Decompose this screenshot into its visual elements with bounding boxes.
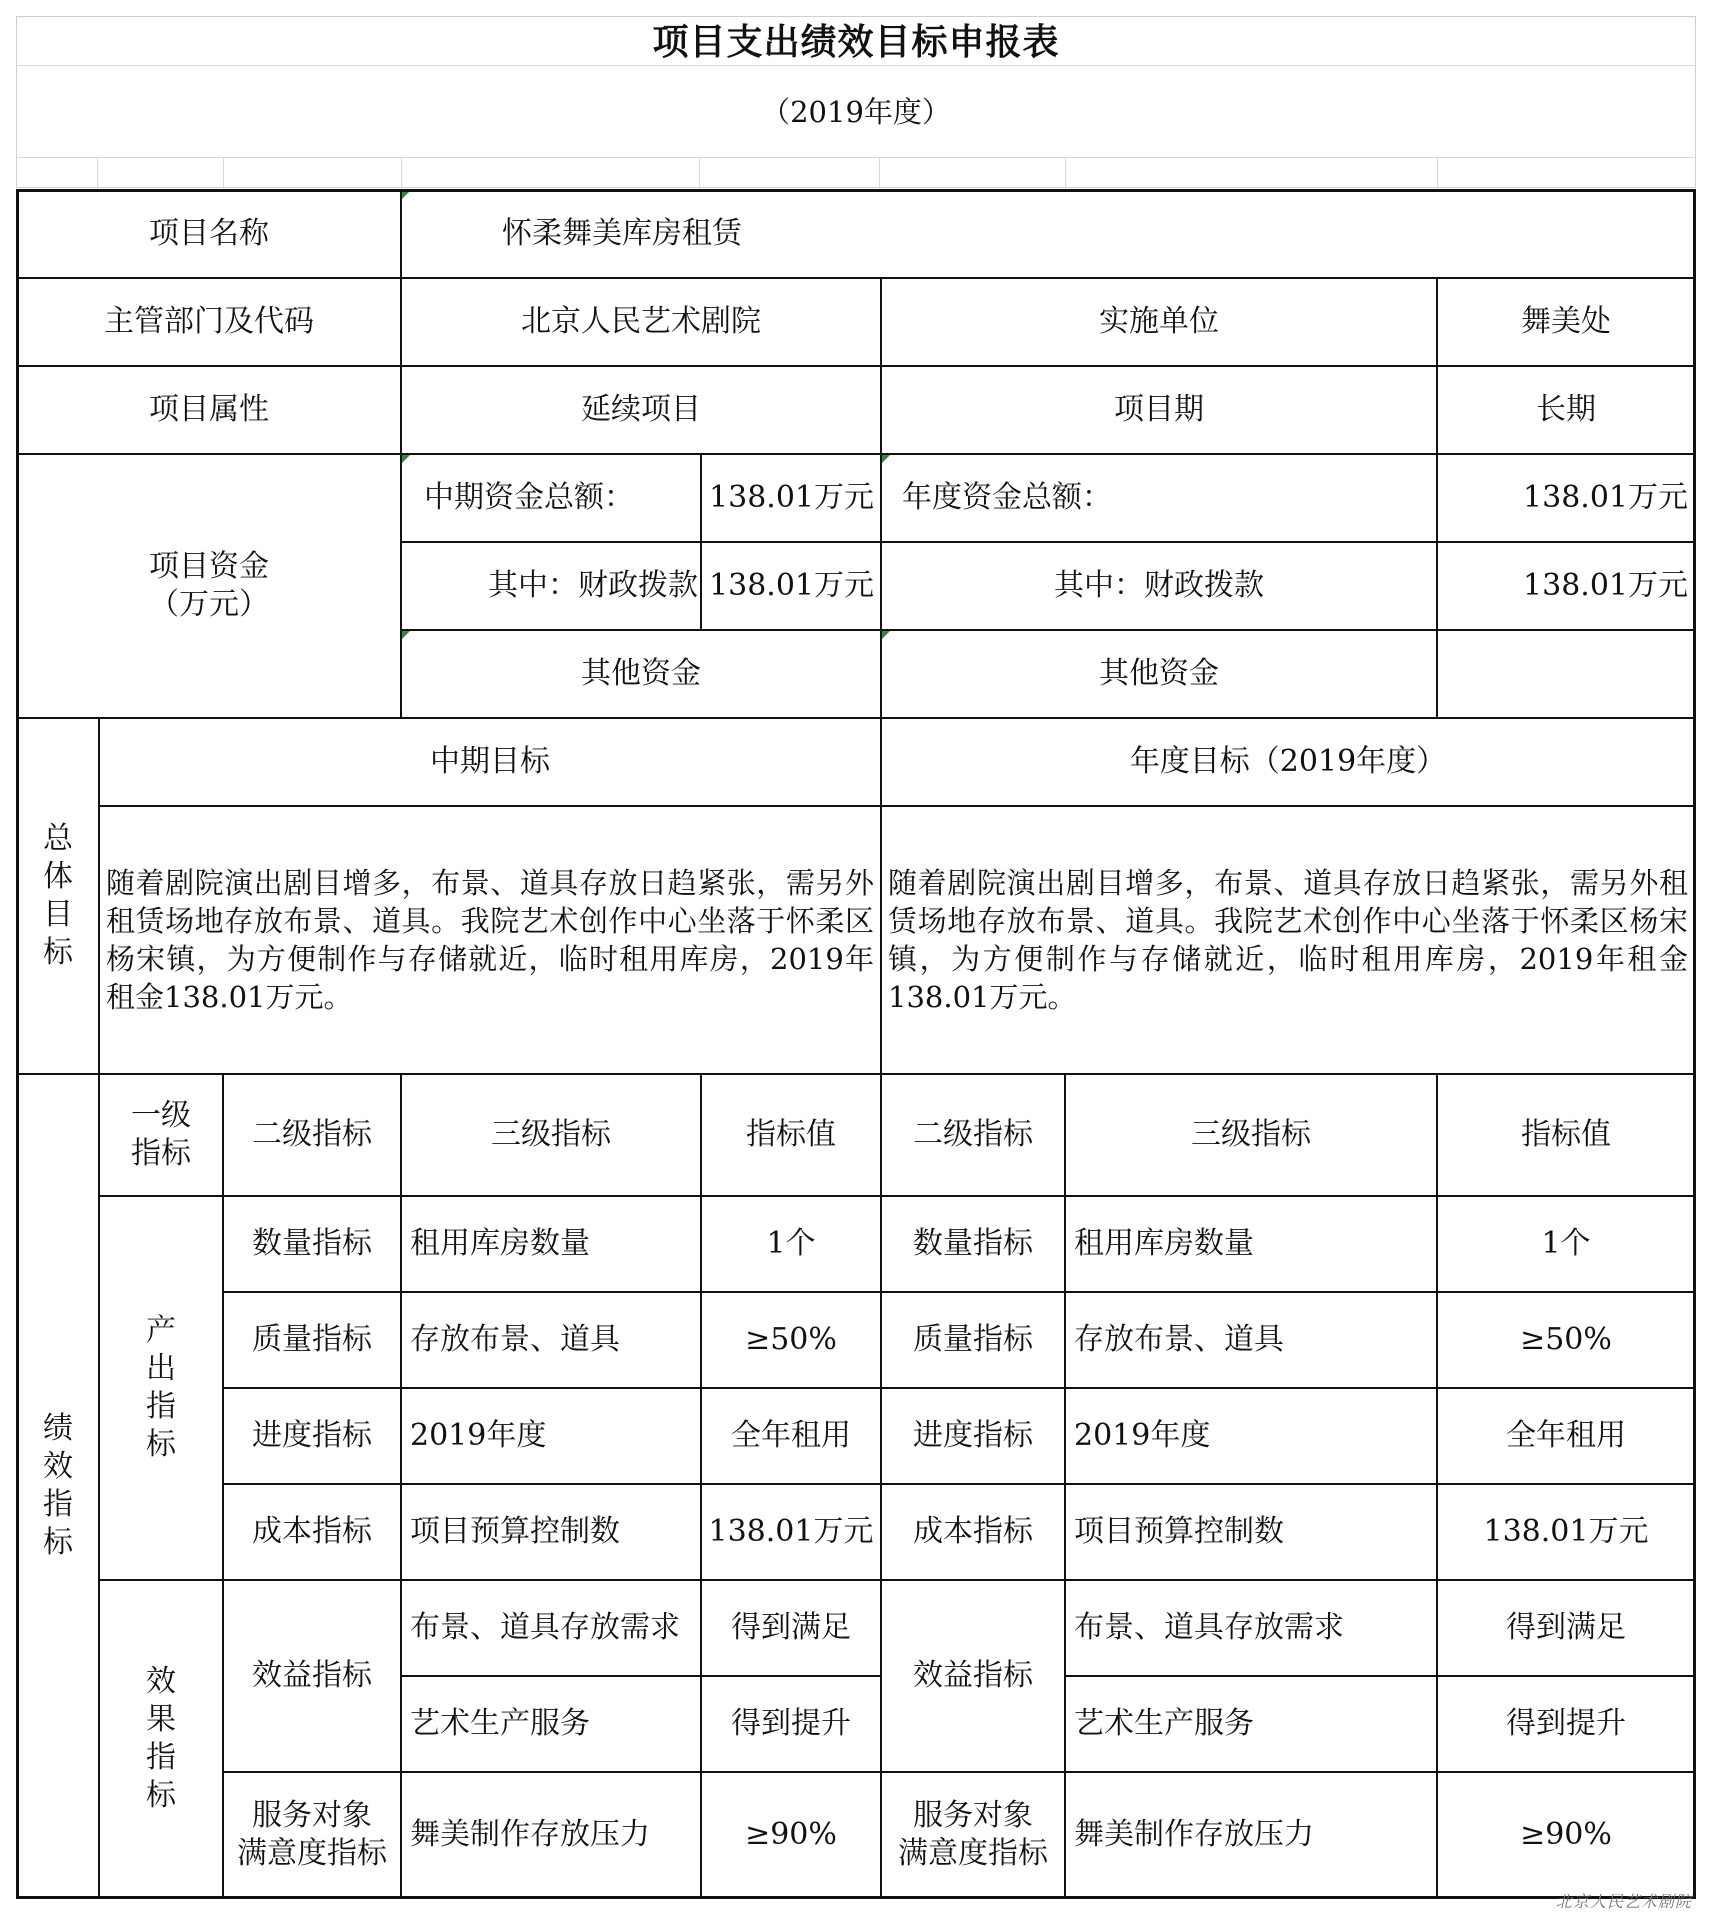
- mid-other-funds-label: 其他资金: [400, 629, 882, 719]
- benefit-indicator-label-annual: 效益指标: [880, 1579, 1066, 1773]
- watermark-seal: 北京人民艺术剧院: [1555, 1892, 1692, 1911]
- indicator-row-value: 138.01万元: [700, 1483, 882, 1581]
- benefit-item-level3: 布景、道具存放需求: [400, 1579, 702, 1677]
- indicator-row-level3-annual: 存放布景、道具: [1064, 1291, 1438, 1389]
- mid-fiscal-label: 其中：财政拨款: [400, 541, 702, 631]
- indicator-row-level3-annual: 项目预算控制数: [1064, 1483, 1438, 1581]
- mid-fiscal-value: 138.01万元: [700, 541, 882, 631]
- satisfaction-value-annual: ≥90%: [1436, 1771, 1696, 1899]
- value-header-annual: 指标值: [1436, 1073, 1696, 1197]
- benefit-item-value: 得到提升: [700, 1675, 882, 1773]
- benefit-item-level3: 艺术生产服务: [400, 1675, 702, 1773]
- mid-term-goal-text: 随着剧院演出剧目增多，布景、道具存放日趋紧张，需另外租赁场地存放布景、道具。我院艺术创作中心坐落于怀柔区杨宋镇，为方便制作与存储就近，临时租用库房，2019年租金138.01万元。: [98, 805, 882, 1075]
- indicator-row-level2-annual: 数量指标: [880, 1195, 1066, 1293]
- benefit-item-level3-annual: 艺术生产服务: [1064, 1675, 1438, 1773]
- overall-goals-label: [16, 717, 100, 1075]
- annual-other-funds-value: [1436, 629, 1696, 719]
- indicator-row-level3: 2019年度: [400, 1387, 702, 1485]
- effect-indicators-label: [98, 1579, 224, 1899]
- indicator-row-level3: 租用库房数量: [400, 1195, 702, 1293]
- satisfaction-indicator-label: 服务对象 满意度指标: [222, 1771, 402, 1899]
- satisfaction-value: ≥90%: [700, 1771, 882, 1899]
- indicator-row-level2: 质量指标: [222, 1291, 402, 1389]
- benefit-item-value-annual: 得到满足: [1436, 1579, 1696, 1677]
- annual-total-label: 年度资金总额：: [880, 453, 1438, 543]
- performance-indicators-label: [16, 1073, 100, 1899]
- level2-header-annual: 二级指标: [880, 1073, 1066, 1197]
- satisfaction-level3: 舞美制作存放压力: [400, 1771, 702, 1899]
- level2-header: 二级指标: [222, 1073, 402, 1197]
- indicator-row-value: 全年租用: [700, 1387, 882, 1485]
- annual-goal-header: 年度目标（2019年度）: [880, 717, 1696, 807]
- indicator-row-value-annual: 138.01万元: [1436, 1483, 1696, 1581]
- effect-indicators-text: 效果指标: [146, 1664, 176, 1813]
- project-name-label: 项目名称: [16, 189, 402, 279]
- mid-total-label: 中期资金总额：: [400, 453, 702, 543]
- indicator-row-level3-annual: 2019年度: [1064, 1387, 1438, 1485]
- cell-comment-marker-icon: [882, 631, 890, 639]
- satisfaction-level3-annual: 舞美制作存放压力: [1064, 1771, 1438, 1899]
- indicator-row-level2: 成本指标: [222, 1483, 402, 1581]
- department-value: 北京人民艺术剧院: [400, 277, 882, 367]
- project-name-value: 怀柔舞美库房租赁: [400, 189, 1696, 279]
- annual-total-value: 138.01万元: [1436, 453, 1696, 543]
- level3-header: 三级指标: [400, 1073, 702, 1197]
- benefit-item-value: 得到满足: [700, 1579, 882, 1677]
- indicator-row-value-annual: ≥50%: [1436, 1291, 1696, 1389]
- project-period-label: 项目期: [880, 365, 1438, 455]
- indicator-row-level3: 项目预算控制数: [400, 1483, 702, 1581]
- performance-indicators-text: 绩效指标: [43, 1411, 73, 1560]
- indicator-row-value-annual: 1个: [1436, 1195, 1696, 1293]
- mid-total-value: 138.01万元: [700, 453, 882, 543]
- annual-fiscal-label: 其中：财政拨款: [880, 541, 1438, 631]
- form-year: （2019年度）: [761, 95, 951, 129]
- project-funds-label: 项目资金 （万元）: [16, 453, 402, 719]
- value-header: 指标值: [700, 1073, 882, 1197]
- indicator-row-level3-annual: 租用库房数量: [1064, 1195, 1438, 1293]
- annual-fiscal-value: 138.01万元: [1436, 541, 1696, 631]
- indicator-row-level2: 数量指标: [222, 1195, 402, 1293]
- cell-comment-marker-icon: [402, 455, 410, 463]
- indicator-row-level2: 进度指标: [222, 1387, 402, 1485]
- cell-comment-marker-icon: [882, 455, 890, 463]
- level1-header: [98, 1073, 224, 1197]
- department-label: 主管部门及代码: [16, 277, 402, 367]
- annual-other-funds-label: 其他资金: [880, 629, 1438, 719]
- satisfaction-indicator-label-annual: 服务对象 满意度指标: [880, 1771, 1066, 1899]
- annual-goal-text: 随着剧院演出剧目增多，布景、道具存放日趋紧张，需另外租赁场地存放布景、道具。我院艺术创作中心坐落于怀柔区杨宋镇，为方便制作与存储就近，临时租用库房，2019年租金138.01万元。: [880, 805, 1696, 1075]
- indicator-row-value: 1个: [700, 1195, 882, 1293]
- indicator-row-level3: 存放布景、道具: [400, 1291, 702, 1389]
- indicator-row-level2-annual: 进度指标: [880, 1387, 1066, 1485]
- cell-comment-marker-icon: [402, 191, 410, 199]
- output-indicators-text: 产出指标: [146, 1313, 176, 1462]
- benefit-item-level3-annual: 布景、道具存放需求: [1064, 1579, 1438, 1677]
- benefit-item-value-annual: 得到提升: [1436, 1675, 1696, 1773]
- level3-header-annual: 三级指标: [1064, 1073, 1438, 1197]
- form-title: 项目支出绩效目标申报表: [652, 21, 1060, 63]
- implementing-unit-value: 舞美处: [1436, 277, 1696, 367]
- cell-comment-marker-icon: [402, 631, 410, 639]
- indicator-row-level2-annual: 质量指标: [880, 1291, 1066, 1389]
- output-indicators-label: [98, 1195, 224, 1581]
- indicator-row-value: ≥50%: [700, 1291, 882, 1389]
- project-period-value: 长期: [1436, 365, 1696, 455]
- project-attribute-label: 项目属性: [16, 365, 402, 455]
- implementing-unit-label: 实施单位: [880, 277, 1438, 367]
- benefit-indicator-label: 效益指标: [222, 1579, 402, 1773]
- overall-goals-text: 总体目标: [43, 821, 73, 970]
- mid-term-goal-header: 中期目标: [98, 717, 882, 807]
- level1-header-text: 一级指标: [131, 1098, 191, 1171]
- project-attribute-value: 延续项目: [400, 365, 882, 455]
- indicator-row-value-annual: 全年租用: [1436, 1387, 1696, 1485]
- indicator-row-level2-annual: 成本指标: [880, 1483, 1066, 1581]
